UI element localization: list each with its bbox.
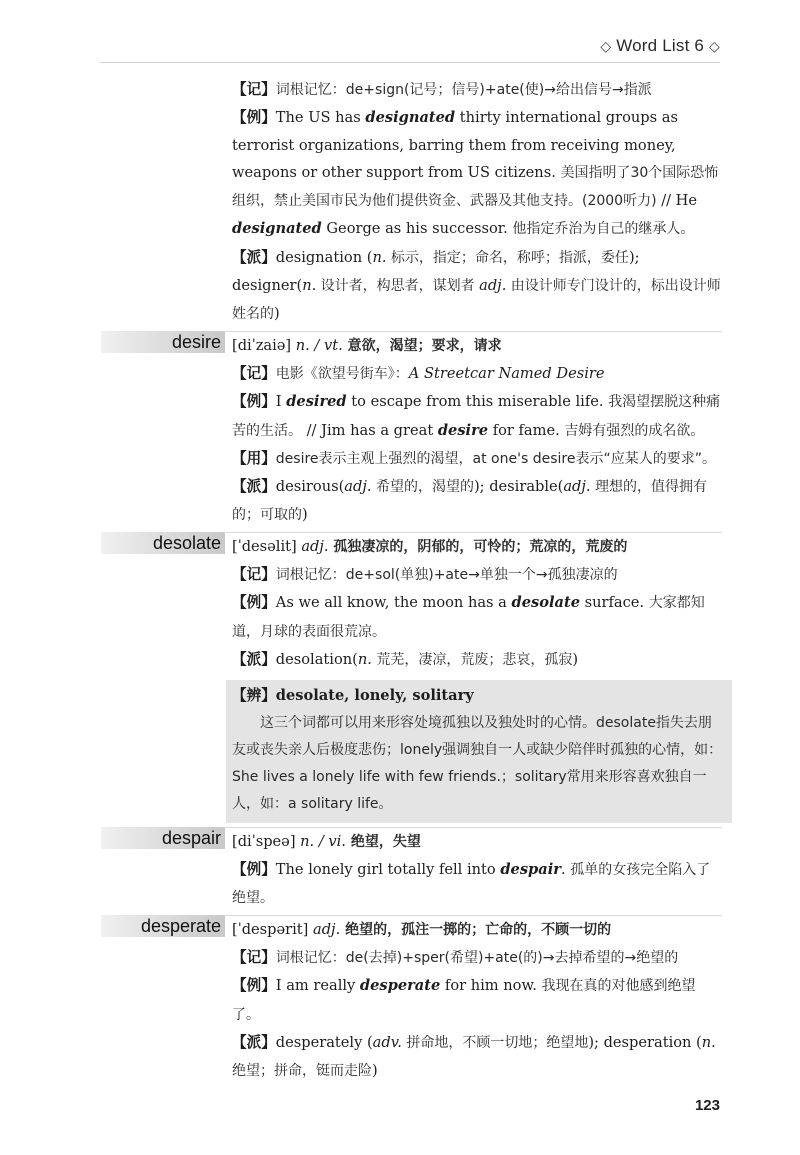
diamond-icon: ◇	[600, 38, 612, 54]
entry-desolate	[152, 532, 723, 823]
distinction-box	[226, 680, 732, 822]
usage-line: 【用】desire表示主观上强烈的渴望，at one's desire表示“应某人的要求”。	[232, 449, 716, 467]
header-rule	[100, 62, 720, 63]
definition-line: [ˈdesəlit] adj. 孤独凄凉的，阴郁的，可怜的；荒凉的，荒废的	[232, 537, 628, 555]
derivative-line: 【派】desperately (adv. 拼命地，不顾一切地；绝望地); desperation (n. 绝望；拼命，铤而走险)	[232, 1033, 716, 1080]
page-number: 123	[694, 1097, 720, 1114]
derivative-line: 【派】desolation(n. 荒芜，凄凉，荒废；悲哀，孤寂)	[232, 650, 579, 668]
memory-line: 【记】词根记忆：de(去掉)+sper(希望)+ate(的)→去掉希望的→绝望的	[232, 948, 679, 966]
diamond-icon: ◇	[709, 38, 720, 54]
headword-desire: desire	[101, 331, 225, 353]
example-line: 【例】I desired to escape from this miserable life. 我渴望摆脱这种痛苦的生活。 // Jim has a great desire for fame. 吉姆有强烈的成名欲。	[232, 393, 721, 439]
header-title-group	[600, 36, 720, 56]
distinction-title: 【辨】desolate, lonely, solitary	[232, 687, 474, 705]
page-header	[0, 30, 800, 64]
headword-despair: despair	[101, 827, 225, 849]
memory-line: 【记】词根记忆：de+sign(记号；信号)+ate(使)→给出信号→指派	[232, 81, 652, 98]
example-line: 【例】As we all know, the moon has a desolate surface. 大家都知道，月球的表面很荒凉。	[232, 594, 705, 640]
definition-line: [diˈspeə] n. / vi. 绝望，失望	[232, 832, 421, 850]
memory-line: 【记】电影《欲望号街车》：A Streetcar Named Desire	[232, 364, 605, 382]
dictionary-content	[140, 76, 723, 1085]
headword-desperate: desperate	[101, 915, 225, 937]
entry-desire	[171, 331, 722, 530]
derivative-line: 【派】designation (n. 标示，指定；命名，称呼；指派，委任); designer(n. 设计者，构思者，谋划者 adj. 由设计师专门设计的，标出设计师姓名的)	[232, 248, 721, 323]
distinction-body: 这三个词都可以用来形容处境孤独以及独处时的心情。desolate指失去朋友或丧失亲人后极度悲伤；lonely强调独自一人或缺少陪伴时孤独的心情，如：She lives a lonely life with few friends.；solitary常用来形容喜欢独自一人，如：a solitary life。	[232, 714, 723, 813]
definition-line: [ˈdespərit] adj. 绝望的，孤注一掷的；亡命的，不顾一切的	[232, 920, 612, 938]
entry-designate-continued	[232, 76, 722, 329]
definition-line: [diˈzaiə] n. / vt. 意欲，渴望；要求，请求	[232, 336, 502, 354]
header-title: Word List 6	[616, 36, 705, 55]
example-line: 【例】The lonely girl totally fell into despair. 孤单的女孩完全陷入了绝望。	[232, 861, 711, 907]
example-line: 【例】The US has designated thirty international groups as terrorist organizations, barring them from receiving money, weapons or other support from US citizens. 美国指明了30个国际恐怖组织，禁止美国市民为他们提供资金、武器及其他支持。(2000听力) // He designated George as his successor. 他指定乔治为自己的继承人。	[232, 109, 719, 238]
derivative-line: 【派】desirous(adj. 希望的，渴望的); desirable(adj. 理想的，值得拥有的；可取的)	[232, 478, 708, 524]
entry-despair	[161, 827, 722, 913]
entry-desperate	[140, 915, 722, 1086]
example-line: 【例】I am really desperate for him now. 我现在真的对他感到绝望了。	[232, 977, 696, 1023]
memory-line: 【记】词根记忆：de+sol(单独)+ate→单独一个→孤独凄凉的	[232, 566, 618, 584]
headword-desolate: desolate	[101, 532, 225, 554]
